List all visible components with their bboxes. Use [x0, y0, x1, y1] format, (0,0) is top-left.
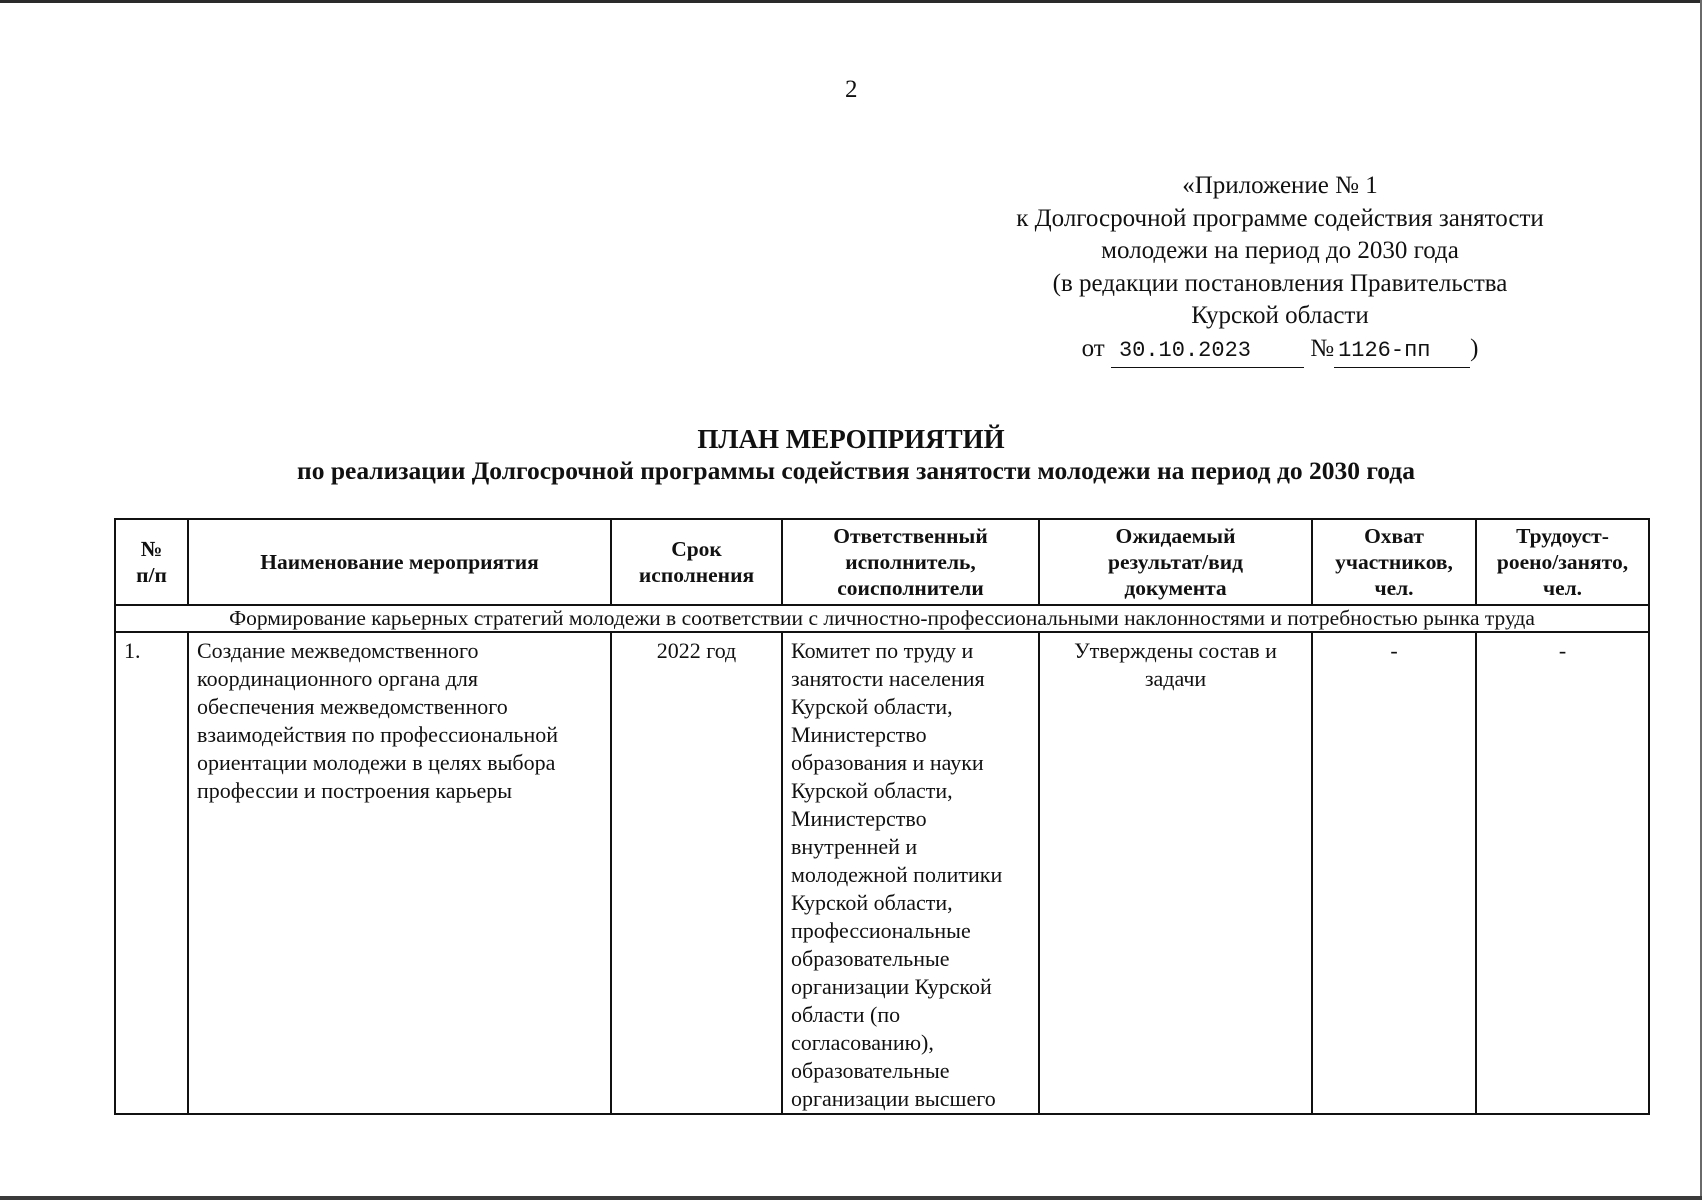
header-employed: Трудоуст- роено/занято, чел.	[1476, 519, 1649, 605]
decree-number: 1126-пп	[1334, 335, 1470, 369]
page-number: 2	[845, 76, 858, 103]
scan-top-edge	[0, 0, 1702, 3]
annex-line-2: к Долгосрочной программе содействия занятости	[1016, 204, 1544, 232]
row-responsible: Комитет по труду и занятости населения Курской области, Министерство образования и науки Курской области, Министерство внутренней и молодежной политики Курской области, профессиональные образовательные организации Курской области (по согласованию), образовательные организации высшего	[782, 632, 1039, 1114]
scan-bottom-edge	[0, 1196, 1702, 1200]
row-num: 1.	[115, 632, 188, 1114]
section-row	[115, 605, 1649, 632]
header-coverage: Охват участников, чел.	[1312, 519, 1476, 605]
row-result: Утверждены состав и задачи	[1039, 632, 1312, 1114]
row-employed: -	[1476, 632, 1649, 1114]
row-coverage: -	[1312, 632, 1476, 1114]
annex-line-3: молодежи на период до 2030 года	[1101, 237, 1459, 264]
header-num: № п/п	[115, 519, 188, 605]
plan-subtitle: по реализации Долгосрочной программы содействия занятости молодежи на период до 2030 года	[297, 456, 1415, 485]
decree-date: 30.10.2023	[1111, 335, 1304, 369]
row-name: Создание межведомственного координационного органа для обеспечения межведомственного взаимодействия по профессиональной ориентации молодежи в целях выбора профессии и построения карьеры	[188, 632, 611, 1114]
annex-line-1: «Приложение № 1	[1182, 172, 1378, 199]
plan-table	[114, 518, 1650, 1115]
plan-title: ПЛАН МЕРОПРИЯТИЙ	[697, 424, 1005, 454]
header-name: Наименование мероприятия	[188, 519, 611, 605]
annex-header	[920, 170, 1640, 368]
header-responsible: Ответственный исполнитель, соисполнители	[782, 519, 1039, 605]
from-label: от	[1081, 334, 1105, 362]
closing-paren: )	[1470, 334, 1479, 362]
header-row	[115, 519, 1649, 605]
section-title: Формирование карьерных стратегий молодежи в соответствии с личностно-профессиональными наклонностями и потребностью рынка труда	[115, 605, 1649, 632]
annex-line-5: Курской области	[1191, 302, 1369, 329]
number-label: №	[1310, 334, 1335, 362]
header-result: Ожидаемый результат/вид документа	[1039, 519, 1312, 605]
annex-line-4: (в редакции постановления Правительства	[1052, 269, 1508, 297]
header-term: Срок исполнения	[611, 519, 782, 605]
table-row	[115, 632, 1649, 1114]
row-term: 2022 год	[611, 632, 782, 1114]
annex-line-date	[920, 333, 1640, 369]
